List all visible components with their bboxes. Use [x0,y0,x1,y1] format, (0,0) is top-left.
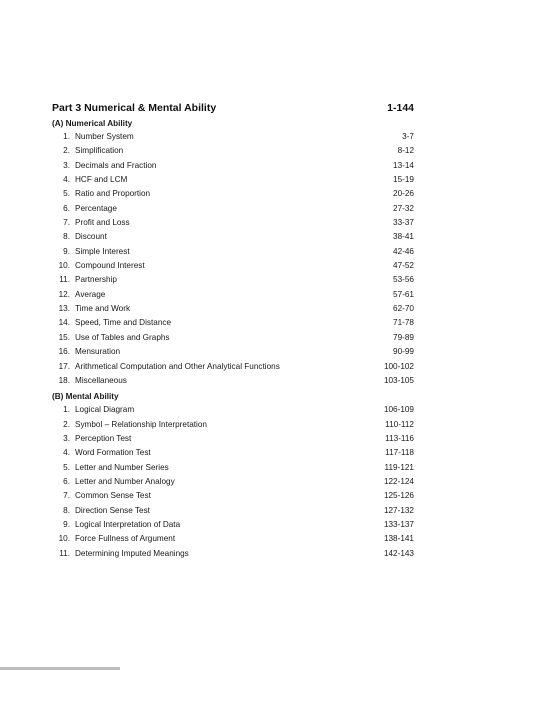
entry-page-range: 113-116 [385,433,414,443]
entry-number: 14. [58,318,70,328]
toc-entry [52,288,416,302]
entry-number: 10. [58,261,70,271]
entry-page-range: 8-12 [397,146,414,156]
entry-title: Simple Interest [75,246,130,256]
entry-number: 7. [63,218,70,228]
toc-entry [52,432,416,446]
entry-page-range: 106-109 [383,405,414,415]
toc-entry [52,331,416,345]
entry-page-range: 15-19 [393,175,414,185]
entry-number: 6. [63,203,70,213]
toc-entry [52,374,416,388]
toc-entry [52,489,416,503]
entry-title: Ratio and Proportion [75,189,151,199]
toc-entry [52,345,416,359]
toc-entry [52,245,416,259]
toc-entry [52,518,416,532]
entry-number: 7. [63,491,70,501]
toc-entry [52,216,416,230]
entry-page-range: 90-99 [393,347,414,357]
toc-entry [52,273,416,287]
entry-page-range: 100-102 [383,361,414,371]
toc-entry [52,446,416,460]
entry-page-range: 20-26 [393,189,414,199]
table-of-contents [52,102,416,561]
entry-number: 10. [58,534,70,544]
toc-entry [52,230,416,244]
entry-number: 18. [58,375,70,385]
entry-number: 8. [63,232,70,242]
entry-page-range: 119-121 [384,462,414,472]
entry-number: 2. [63,419,70,429]
toc-entry [52,130,416,144]
entry-number: 13. [58,304,70,314]
toc-entry [52,187,416,201]
entry-page-range: 53-56 [393,275,414,285]
entry-number: 4. [63,448,70,458]
toc-entry [52,202,416,216]
toc-entry [52,475,416,489]
entry-title: Letter and Number Analogy [75,476,175,486]
part-page-range: 1-144 [387,102,414,114]
toc-entry [52,547,416,561]
entry-page-range: 62-70 [393,304,414,314]
entry-number: 3. [63,433,70,443]
entry-number: 6. [63,476,70,486]
toc-entry [52,159,416,173]
entry-number: 11. [59,548,70,558]
entry-page-range: 110-112 [385,419,414,429]
entry-page-range: 125-126 [383,491,414,501]
toc-entry [52,504,416,518]
entry-page-range: 42-46 [393,246,414,256]
toc-entry [52,461,416,475]
entry-page-range: 27-32 [393,203,414,213]
entry-number: 11. [59,275,70,285]
entry-page-range: 138-141 [383,534,414,544]
entry-title: Force Fullness of Argument [75,534,176,544]
entry-number: 15. [58,332,70,342]
entry-title: Discount [75,232,107,242]
entry-page-range: 127-132 [383,505,414,515]
entry-title: Speed, Time and Distance [75,318,172,328]
entry-title: HCF and LCM [75,175,128,185]
entry-number: 2. [63,146,70,156]
entry-number: 9. [63,246,70,256]
entry-title: Logical Diagram [75,405,135,415]
entry-page-range: 71-78 [393,318,414,328]
entry-title: Arithmetical Computation and Other Analytical Functions [75,361,280,371]
toc-entry [52,532,416,546]
entry-title: Use of Tables and Graphs [75,332,170,342]
toc-entry [52,302,416,316]
entry-page-range: 133-137 [383,519,414,529]
entry-title: Determining Imputed Meanings [75,548,189,558]
entry-title: Common Sense Test [75,491,151,501]
entry-number: 5. [63,189,70,199]
entry-title: Decimals and Fraction [75,160,157,170]
entry-number: 1. [63,132,70,141]
toc-entry [52,173,416,187]
entry-title: Miscellaneous [75,375,127,385]
entry-page-range: 47-52 [393,261,414,271]
section-heading: (B) Mental Ability [52,392,119,402]
entry-title: Compound Interest [75,261,145,271]
entry-page-range: 57-61 [393,289,414,299]
entry-title: Average [75,289,106,299]
entry-number: 8. [63,505,70,515]
footer-rule [0,667,120,670]
toc-entry [52,316,416,330]
entry-page-range: 117-118 [385,448,414,458]
entry-title: Letter and Number Series [75,462,169,472]
entry-number: 1. [63,405,70,415]
entry-title: Logical Interpretation of Data [75,519,181,529]
entry-title: Profit and Loss [75,218,130,228]
entry-page-range: 103-105 [383,375,414,385]
entry-page-range: 122-124 [383,476,414,486]
entry-page-range: 142-143 [383,548,414,558]
toc-entry [52,360,416,374]
entry-title: Symbol – Relationship Interpretation [75,419,207,429]
toc-entry [52,144,416,158]
entry-title: Mensuration [75,347,121,357]
entry-page-range: 33-37 [393,218,414,228]
toc-entry [52,418,416,432]
entry-page-range: 3-7 [402,132,414,141]
toc-sections [52,118,416,561]
part-title: Part 3 Numerical & Mental Ability [52,102,217,114]
toc-entry [52,403,416,417]
entry-title: Word Formation Test [75,448,151,458]
toc-entry [52,259,416,273]
entry-title: Perception Test [75,433,132,443]
entry-number: 5. [63,462,70,472]
entry-number: 4. [63,175,70,185]
entry-title: Time and Work [75,304,131,314]
entry-title: Number System [75,132,134,141]
entry-number: 9. [63,519,70,529]
part-heading-row [52,102,416,116]
section-heading: (A) Numerical Ability [52,119,133,128]
entry-page-range: 38-41 [393,232,414,242]
entry-number: 3. [63,160,70,170]
entry-title: Simplification [75,146,124,156]
entry-number: 16. [58,347,70,357]
entry-title: Direction Sense Test [75,505,150,515]
entry-page-range: 79-89 [393,332,414,342]
entry-page-range: 13-14 [393,160,414,170]
entry-title: Percentage [75,203,117,213]
entry-number: 12. [58,289,70,299]
entry-number: 17. [58,361,70,371]
entry-title: Partnership [75,275,117,285]
